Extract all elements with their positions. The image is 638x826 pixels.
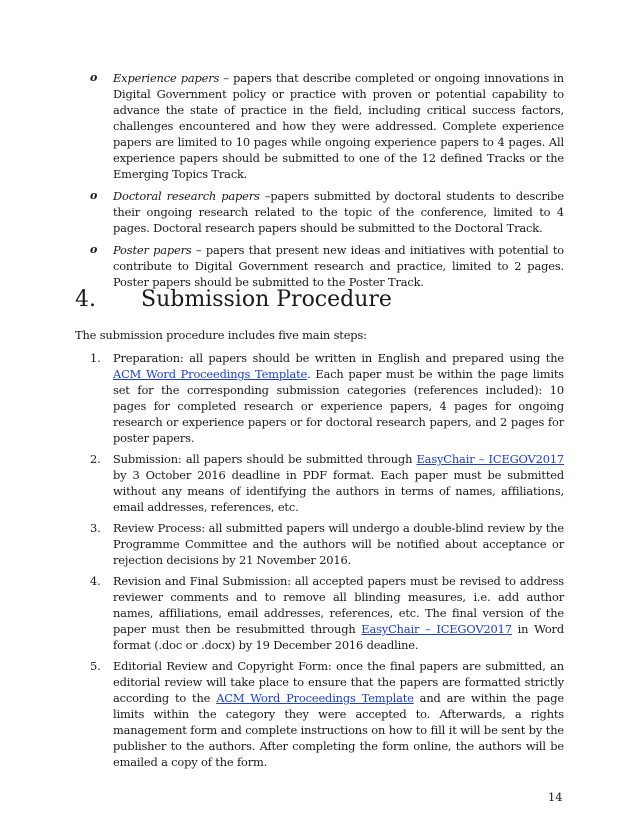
- step-text: Submission: all papers should be submitted through: [113, 452, 417, 466]
- list-item: [90, 350, 564, 446]
- section-heading: [75, 286, 392, 314]
- list-item: [90, 573, 564, 653]
- step-text: . Each paper must be within the page limits set for the corresponding submission categories (references included): 10 pages for completed research or experience papers, 4 pages for ongoing research or experience papers or for doctoral research papers, and 2 pages for poster papers.: [113, 367, 564, 445]
- step-text: Preparation: all papers should be written in English and prepared using the: [113, 351, 564, 365]
- list-item: [90, 242, 564, 290]
- bullet-text: –papers submitted by doctoral students to describe their ongoing research related to the topic of the conference, limited to 4 pages. Doctoral research papers should be submitted to the Doctoral Track.: [113, 189, 564, 235]
- acm-template-link[interactable]: ACM Word Proceedings Template: [113, 367, 308, 381]
- bullet-mark: o: [90, 71, 98, 84]
- bullet-term: Experience papers: [113, 71, 220, 85]
- bullet-text: – papers that describe completed or ongoing innovations in Digital Government policy or practice with proven or potential capability to advance the state of practice in the field, including critical success factors, challenges encountered and how they were addressed. Complete experience papers are limited to 10 pages while ongoing experience papers to 4 pages. All experience papers should be submitted to one of the 12 defined Tracks or the Emerging Topics Track.: [113, 71, 564, 181]
- step-text: by 3 October 2016 deadline in PDF format. Each paper must be submitted without any means of identifying the authors in terms of names, affiliations, email addresses, references, etc.: [113, 468, 564, 514]
- page-number: 14: [548, 790, 563, 804]
- paper-types-list: [90, 70, 564, 296]
- acm-template-link[interactable]: ACM Word Proceedings Template: [216, 691, 414, 705]
- step-text: Review Process: all submitted papers will undergo a double-blind review by the Programme Committee and the authors will be notified about acceptance or rejection decisions by 21 November 2016.: [113, 521, 564, 567]
- bullet-mark: o: [90, 243, 98, 256]
- step-number: 2.: [90, 452, 101, 466]
- step-text: Editorial Review and Copyright Form: once the final papers are submitted, an editorial review will take place to ensure that the papers are formatted strictly according to the: [113, 659, 564, 705]
- bullet-mark: o: [90, 189, 98, 202]
- list-item: [90, 658, 564, 770]
- list-item: [90, 70, 564, 182]
- list-item: [90, 188, 564, 236]
- list-item: [90, 451, 564, 515]
- list-item: [90, 520, 564, 568]
- step-text: Revision and Final Submission: all accepted papers must be revised to address reviewer comments and to remove all blinding measures, i.e. add author names, affiliations, email addresses, references, etc. The final version of the paper must then be resubmitted through: [113, 574, 564, 636]
- bullet-term: Doctoral research papers: [113, 189, 260, 203]
- step-text: and are within the page limits within the category they were accepted to. Afterwards, a rights management form and complete instructions on how to fill it will be sent by the publisher to the authors. After completing the form online, the authors will be emailed a copy of the form.: [113, 691, 564, 769]
- step-number: 3.: [90, 521, 101, 535]
- steps-list: [90, 350, 564, 775]
- section-number: 4.: [75, 287, 96, 312]
- step-number: 1.: [90, 351, 101, 365]
- bullet-term: Poster papers: [113, 243, 192, 257]
- step-text: in Word format (.doc or .docx) by 19 December 2016 deadline.: [113, 622, 564, 652]
- easychair-link[interactable]: EasyChair – ICEGOV2017: [361, 622, 512, 636]
- step-number: 5.: [90, 659, 101, 673]
- step-number: 4.: [90, 574, 101, 588]
- section-intro: The submission procedure includes five main steps:: [75, 328, 367, 342]
- section-title: Submission Procedure: [141, 287, 392, 312]
- easychair-link[interactable]: EasyChair – ICEGOV2017: [416, 452, 565, 466]
- bullet-text: – papers that present new ideas and initiatives with potential to contribute to Digital Government research and practice, limited to 2 pages. Poster papers should be submitted to the Poster Track.: [113, 243, 564, 289]
